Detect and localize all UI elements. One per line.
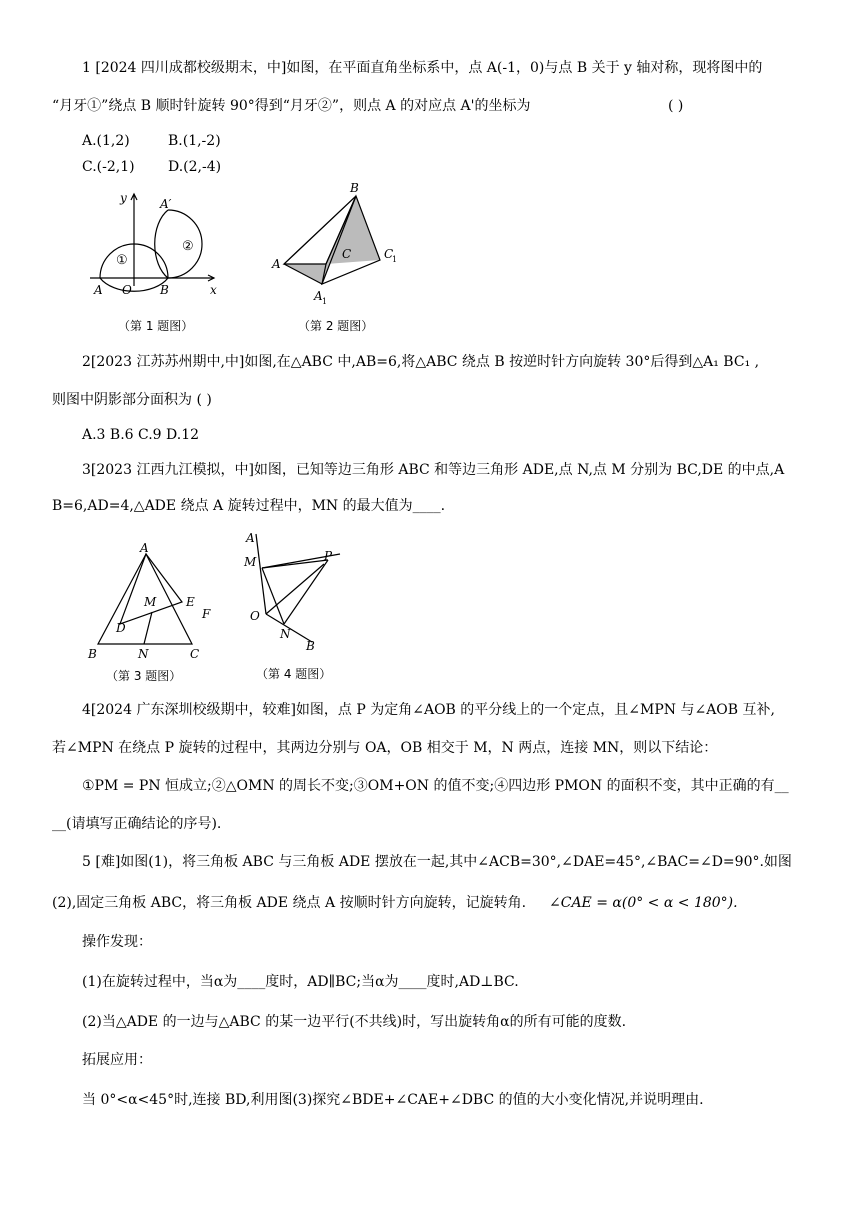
fig1-label-y: y (120, 191, 127, 205)
q5-part3: 当 0°<α<45°时,连接 BD,利用图(3)探究∠BDE+∠CAE+∠DBC 的值的大小变化情况,并说明理由. (82, 1092, 704, 1108)
fig1-label-crescent-1: ① (116, 253, 128, 268)
fig3-label-b: B (88, 647, 97, 661)
figure-3 (86, 540, 216, 686)
q1-option-d: D.(2,-4) (168, 159, 222, 175)
q5-part2: (2)当△ADE 的一边与△ABC 的某一边平行(不共线)时，写出旋转角α的所有可能的度数. (82, 1014, 627, 1030)
fig1-caption: （第 1 题图） (118, 319, 194, 333)
q4-line2: 若∠MPN 在绕点 P 旋转的过程中，其两边分别与 OA，OB 相交于 M，N 两点，连接 MN，则以下结论： (52, 740, 718, 756)
q1-option-c: C.(-2,1) (82, 159, 135, 175)
fig2-label-a1-sub: 1 (322, 297, 328, 306)
figure-4 (242, 530, 362, 686)
fig4-label-a: A (246, 531, 255, 545)
fig3-label-d: D (116, 621, 126, 635)
q1-option-b: B.(1,-2) (168, 133, 221, 149)
fig2-caption: （第 2 题图） (298, 319, 374, 333)
figure-2 (262, 182, 412, 336)
q2-line2: 则图中阴影部分面积为 ( ) (52, 392, 212, 408)
fig3-label-f: F (202, 607, 211, 621)
fig1-label-a: A (94, 283, 103, 297)
q5-heading-extension: 拓展应用： (82, 1052, 152, 1068)
q3-line2: B=6,AD=4,△ADE 绕点 A 旋转过程中，MN 的最大值为____. (52, 498, 446, 514)
fig4-caption: （第 4 题图） (256, 667, 332, 681)
q5-heading-operation: 操作发现： (82, 934, 152, 950)
q1-line2: “月牙①”绕点 B 顺时针旋转 90°得到“月牙②”，则点 A 的对应点 A'的坐标为 (52, 98, 531, 114)
q4-line3: ①PM = PN 恒成立;②△OMN 的周长不变;③OM+ON 的值不变;④四边形 PMON 的面积不变，其中正确的有__ (82, 778, 789, 794)
q5-line1: 5 [难]如图(1)，将三角板 ABC 与三角板 ADE 摆放在一起,其中∠ACB=30°,∠DAE=45°,∠BAC=∠D=90°.如图 (82, 854, 792, 870)
fig4-label-b: B (306, 639, 315, 653)
fig3-caption: （第 3 题图） (106, 669, 182, 683)
fig2-label-c: C (342, 247, 352, 261)
fig2-label-a: A (272, 257, 281, 271)
q2-options: A.3 B.6 C.9 D.12 (82, 427, 200, 443)
q4-line4: __(请填写正确结论的序号). (52, 816, 222, 832)
q3-line1: 3[2023 江西九江模拟，中]如图，已知等边三角形 ABC 和等边三角形 ADE,点 N,点 M 分别为 BC,DE 的中点,A (82, 462, 785, 478)
fig4-label-n: N (280, 627, 291, 641)
fig1-label-x: x (210, 283, 217, 297)
q5-line2a: (2),固定三角板 ABC，将三角板 ADE 绕点 A 按顺时针方向旋转，记旋转角. (52, 895, 527, 911)
fig3-label-n: N (138, 647, 149, 661)
q1-option-a: A.(1,2) (82, 133, 130, 149)
fig3-label-a: A (140, 541, 149, 555)
fig3-label-c: C (190, 647, 200, 661)
q1-answer-paren: ( ) (668, 98, 684, 114)
fig4-label-p: P (324, 549, 333, 563)
fig2-label-a1: A (314, 289, 323, 303)
q5-line2b: ∠CAE = α(0° < α < 180°). (549, 895, 738, 911)
q4-line1: 4[2024 广东深圳校级期中，较难]如图，点 P 为定角∠AOB 的平分线上的一个定点，且∠MPN 与∠AOB 互补, (82, 702, 775, 718)
fig1-label-o: O (122, 283, 132, 297)
fig4-label-o: O (250, 609, 260, 623)
fig2-label-b: B (350, 182, 359, 195)
q5-part1: (1)在旋转过程中，当α为____度时，AD∥BC;当α为____度时,AD⊥BC. (82, 974, 519, 990)
fig1-label-crescent-2: ② (182, 239, 194, 254)
fig2-label-c1: C (384, 247, 394, 261)
fig1-label-b: B (160, 283, 169, 297)
q1-line1: 1 [2024 四川成都校级期末，中]如图，在平面直角坐标系中，点 A(-1，0)与点 B 关于 y 轴对称，现将图中的 (82, 60, 763, 76)
fig2-label-c1-sub: 1 (392, 255, 398, 264)
fig3-label-e: E (186, 595, 195, 609)
fig3-label-m: M (144, 595, 157, 609)
q2-line1: 2[2023 江苏苏州期中,中]如图,在△ABC 中,AB=6,将△ABC 绕点 B 按逆时针方向旋转 30°后得到△A₁ BC₁ , (82, 354, 760, 370)
fig1-label-a-prime: A′ (160, 197, 172, 211)
fig4-label-m: M (244, 555, 257, 569)
figure-1 (86, 186, 236, 336)
